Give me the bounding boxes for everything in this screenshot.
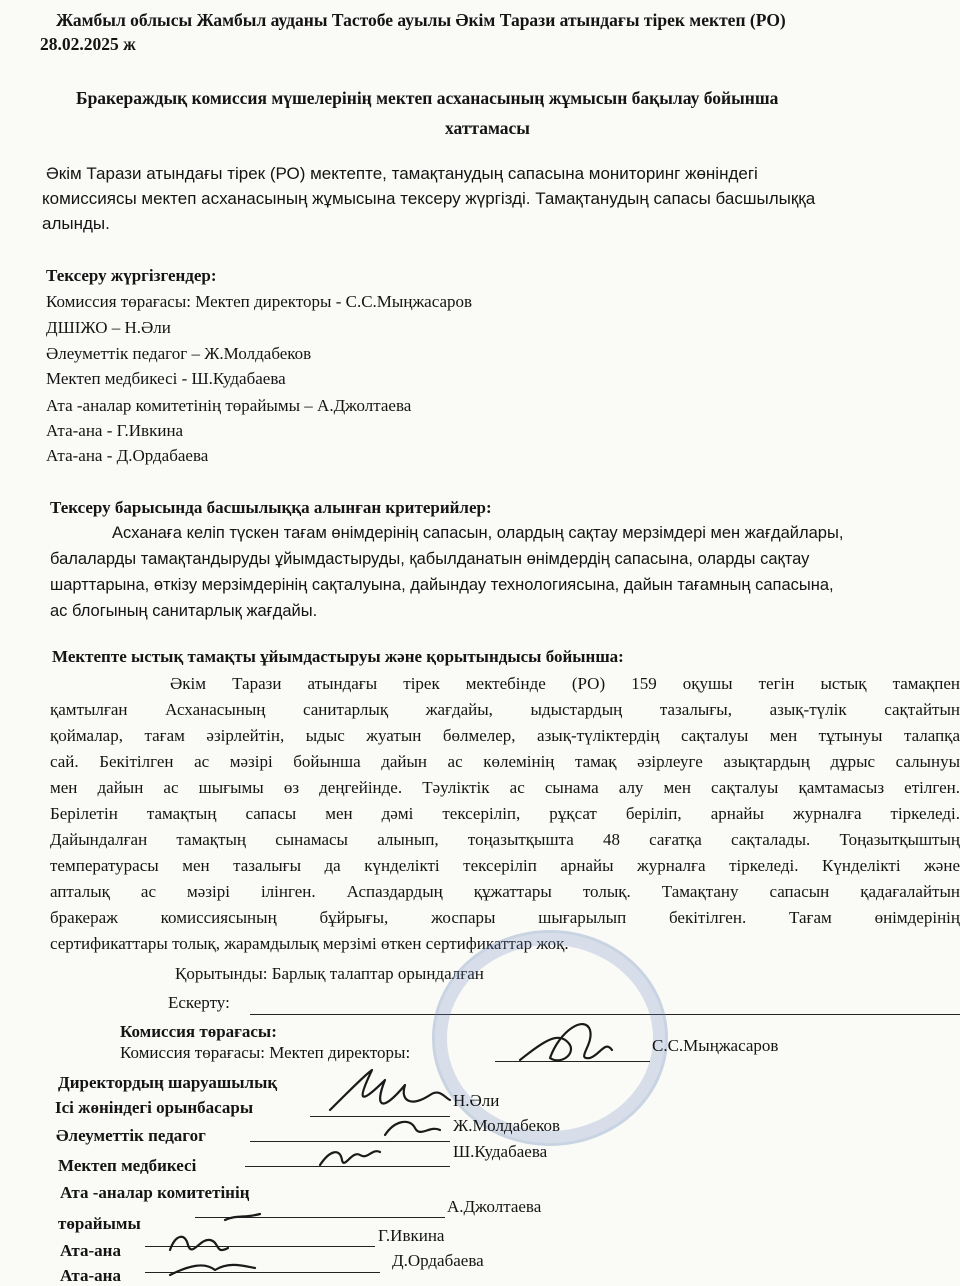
findings-line-3: қоймалар, тағам әзірлейтін, ыдыс жуатын бөлмелер, азық-түліктердің сақталуы мен тұтынуы талапқа [50, 726, 960, 745]
parent1-name: Г.Ивкина [378, 1226, 445, 1245]
title-line-1: Бракераждық комиссия мүшелерінің мектеп асханасының жұмысын бақылау бойынша [76, 88, 779, 108]
nurse-name: Ш.Кудабаева [453, 1142, 548, 1161]
findings-line-2: қамтылған Асханасының санитарлық жағдайы, ыдыстардың тазалығы, азық-түлік сақтайтын [50, 700, 960, 719]
deputy-name: Н.Әли [453, 1091, 500, 1110]
criteria-line-4: ас блогының санитарлық жағдайы. [50, 602, 318, 620]
school-header: Жамбыл облысы Жамбыл ауданы Тастобе ауылы Әкім Тарази атындағы тірек мектеп (РО) [56, 10, 786, 30]
criteria-line-2: балаларды тамақтандыруды ұйымдастыруды, қабылданатын өнімдердің сапасына, оларды сақтау [50, 550, 810, 568]
intro-line-2: комиссиясы мектеп асханасының жұмысына тексеру жүргізді. Тамақтанудың сапасы басшылыққа [42, 189, 816, 208]
criteria-line-1: Асханаға келіп түскен тағам өнімдерінің сапасын, олардың сақтау мерзімдері мен жағдайлары, [112, 524, 844, 542]
findings-line-8: температурасы мен тазалығы да күнделікті тексеріліп арнайы журналға тіркеледі. Күнделікті және [50, 856, 960, 875]
findings-line-4: сай. Бекітілген ас мәзірі бойынша дайын ас көлемінің тамақ әзірлеуге азықтардың дұрыс салынуы [50, 752, 960, 771]
deputy-label-1: Директордың шаруашылық [58, 1073, 278, 1092]
deputy-label-2: Ісі жөніндегі орынбасары [55, 1098, 254, 1117]
inspector-item: Мектеп медбикесі - Ш.Кудабаева [46, 369, 286, 388]
title-line-2: хаттамасы [445, 118, 530, 138]
chair-name: С.С.Мыңжасаров [652, 1036, 779, 1055]
inspector-item: Әлеуметтік педагог – Ж.Молдабеков [46, 344, 312, 363]
committee-label-2: төрайымы [58, 1214, 141, 1233]
conclusion: Қорытынды: Барлық талаптар орындалған [175, 964, 484, 983]
social-signature [385, 1122, 440, 1135]
nurse-signature [320, 1151, 380, 1165]
document-date: 28.02.2025 ж [40, 34, 136, 54]
chair-heading: Комиссия төрағасы: [120, 1022, 277, 1041]
parent2-label: Ата-ана [60, 1266, 121, 1285]
findings-line-6: Берілетін тамақтың сапасы мен дәмі тексеріліп, рұқсат беріліп, арнайы журналға тіркеледі. [50, 804, 960, 823]
findings-line-1: Әкім Тарази атындағы тірек мектебінде (РО) 159 оқушы тегін ыстық тамақпен [170, 674, 960, 693]
intro-line-1: Әкім Тарази атындағы тірек (РО) мектепте, тамақтанудың сапасына мониторинг жөніндегі [46, 164, 758, 183]
committee-signature [225, 1214, 260, 1220]
nurse-label: Мектеп медбикесі [58, 1156, 197, 1175]
inspector-item: Ата -аналар комитетінің төрайымы – А.Джолтаева [46, 396, 412, 415]
chair-label: Комиссия төрағасы: Мектеп директоры: [120, 1043, 411, 1062]
findings-line-5: мен дайын ас шығымы өз деңгейінде. Тәуліктік ас сынама алу мен сақталуы қамтамасыз етілген. [50, 778, 960, 797]
findings-line-9: апталық ас мәзірі ілінген. Аспаздардың құжаттары толық. Тамақтану сапасын қадағалайтын [50, 882, 960, 901]
inspector-item: Комиссия төрағасы: Мектеп директоры - С.С.Мыңжасаров [46, 292, 473, 311]
inspector-item: Ата-ана - Д.Ордабаева [46, 446, 209, 465]
social-name: Ж.Молдабеков [453, 1116, 561, 1135]
committee-name: А.Джолтаева [447, 1197, 542, 1216]
parent1-signature [170, 1237, 228, 1250]
deputy-signature [330, 1070, 450, 1110]
intro-line-3: алынды. [42, 214, 110, 233]
committee-label-1: Ата -аналар комитетінің [60, 1183, 250, 1202]
note-label: Ескерту: [168, 993, 230, 1012]
findings-line-11: сертификаттары толық, жарамдылық мерзімі өткен сертификаттар жоқ. [50, 934, 569, 953]
social-label: Әлеуметтік педагог [56, 1126, 206, 1145]
parent2-signature [170, 1265, 255, 1275]
parent1-label: Ата-ана [60, 1241, 121, 1260]
inspector-item: ДШІЖО – Н.Әли [46, 318, 171, 337]
inspector-item: Ата-ана - Г.Ивкина [46, 421, 184, 440]
findings-line-7: Дайындалған тамақтың сынамасы алынып, тоңазытқышта 48 сағатқа сақталады. Тоңазытқыштың [50, 830, 960, 849]
chair-signature [520, 1024, 612, 1060]
parent2-name: Д.Ордабаева [392, 1251, 484, 1270]
inspectors-heading: Тексеру жүргізгендер: [46, 266, 217, 285]
findings-line-10: бракераж комиссиясының бұйрығы, жоспары шығарылып бекітілген. Тағам өнімдерінің [50, 908, 960, 927]
criteria-line-3: шарттарына, өткізу мерзімдерінің сақталуына, дайындау технологиясына, дайын тағамның сапасына, [50, 576, 834, 594]
findings-heading: Мектепте ыстық тамақты ұйымдастыруы және қорытындысы бойынша: [52, 647, 624, 666]
criteria-heading: Тексеру барысында басшылыққа алынған критерийлер: [50, 498, 492, 517]
